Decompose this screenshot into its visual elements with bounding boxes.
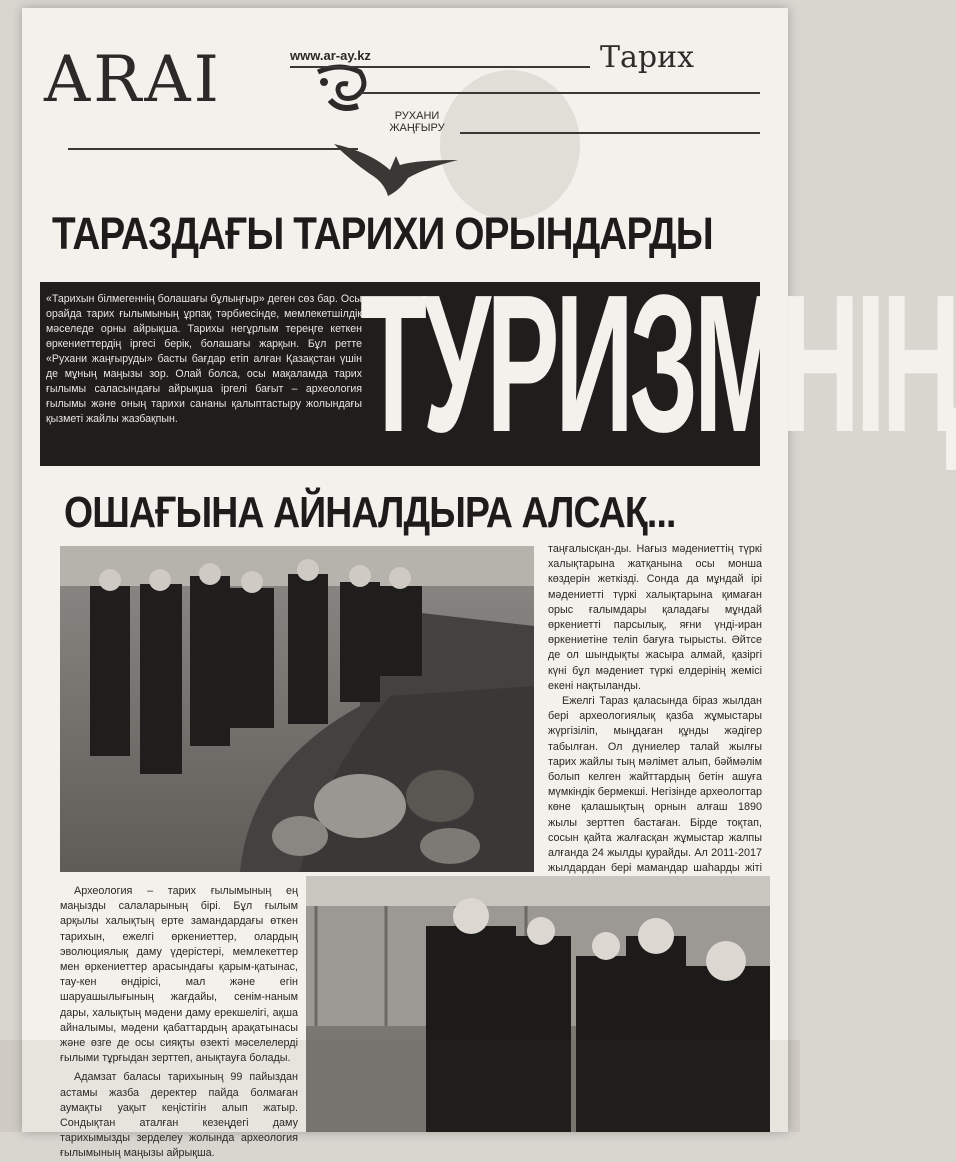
website-url: www.ar-ay.kz: [290, 48, 371, 63]
excavation-photo: [60, 546, 534, 872]
page-shadow: [0, 1040, 800, 1132]
eagle-icon: [330, 130, 460, 200]
left-paragraph-1: Археология – тарих ғылымының ең маңызды салаларының бірі. Бұл ғылым арқылы халықтың ерте замандардағы өткен тарихын, ежелгі өркениеттер, олардың эволюциялық даму үдерістері, мемлекеттер мен өркениеттер арасындағы қарым-қатынас, тау-кен өндірісі, мал және егін шаруашылығының жағдайы, сенім-наным дары, халықтың мәдени даму ерекшелігі, ақша айналымы, мәдени қабаттардың арақатынасы және өзге де осы сияқты өзекті мәселелерді ғылыми тұрғыдан зерттеп, анықтауға болады.: [60, 885, 298, 1065]
lead-paragraph: «Тарихын білмегеннің болашағы бұлыңғыр» деген сөз бар. Осы орайда тарих ғылымының ұрпақ тәрбиесінде, мемлекетшілдік мәселеде орны айрықша. Тарихы негұрлым тереңге кеткен өркениеттердің іргесі берік, болашағы жарқын. Бұл ретте «Рухани жаңғыруды» басты бағдар етіп алған Қазақстан үшін де мұның маңызы зор. Олай болса, осы мақаламда тарих ғылымы саласындағы айрықша іргелі бағыт – археология ғылымы және оның тарихи сананы қалыптастыру жолындағы қызметі жайлы жазбақпын.: [46, 293, 362, 425]
masthead-rule-top: [290, 66, 590, 68]
masthead-rule-bottom: [68, 148, 358, 150]
ruhani-line-2: ЖАҢҒЫРУ: [389, 122, 445, 134]
headline-big-word: ТУРИЗМНІҢ: [360, 254, 956, 473]
headline-top: ТАРАЗДАҒЫ ТАРИХИ ОРЫНДАРДЫ: [52, 208, 713, 259]
article-right-column: [548, 542, 762, 875]
right-paragraph-1: таңғалысқан-ды. Нағыз мәдениеттің түркі халықтарына жатқанына осы монша көздерін жеткізді. Сонда да мұндай ірі мәдениетті түркі халықтарына қимаған орыс ғалымдары қаладағы мұндай өркениетті парсылық, яғни үнді-иран өркениетіне теліп бағуға тырысты. Әйтсе де ол шындықты жасыра алмай, қазіргі күні бұл мәдениет түркі елдерінің жемісі екені нақтыланды.: [548, 543, 762, 692]
right-paragraph-2: Ежелгі Тараз қаласында біраз жылдан бері археологиялық қазба жұмыстары жүргізіліп, мыңдаған құнды жәдігер табылған. Ол дүниелер талай жылғы тарих жайлы тың мәлімет алып, бәймәлім болып келген жайттардың бетін ашуға мүмкіндік бермекші. Негізінде археологтар көне қалашықтың орнын алғаш 1890 жылы зерттеп бастаған. Бірде тоқтап, сосын қайта жалғасқан жұмыстар жалпы алғанда 24 жылды қурайды. Ал 2011-2017 жылдардан бері мамандар шаһарды жіті: [548, 695, 762, 875]
masthead-rule-mid: [360, 92, 760, 94]
section-title: Тарих: [600, 40, 695, 75]
left-paragraph-2: Адамзат баласы тарихының 99 пайыздан астамы жазба деректер пайда болмаған аумақты уақыт кеңістігін алып жатыр. Сондықтан аталған кезеңдегі даму тарихымызды зерделеу жолында археология ғылымының маңызы айрықша.: [60, 1071, 298, 1160]
ruhani-line-1: РУХАНИ: [394, 110, 440, 122]
masthead-rule-right: [460, 132, 760, 134]
masthead-logo: ARAI: [44, 43, 222, 117]
headline-bottom: ОШАҒЫНА АЙНАЛДЫРА АЛСАҚ...: [64, 488, 676, 537]
